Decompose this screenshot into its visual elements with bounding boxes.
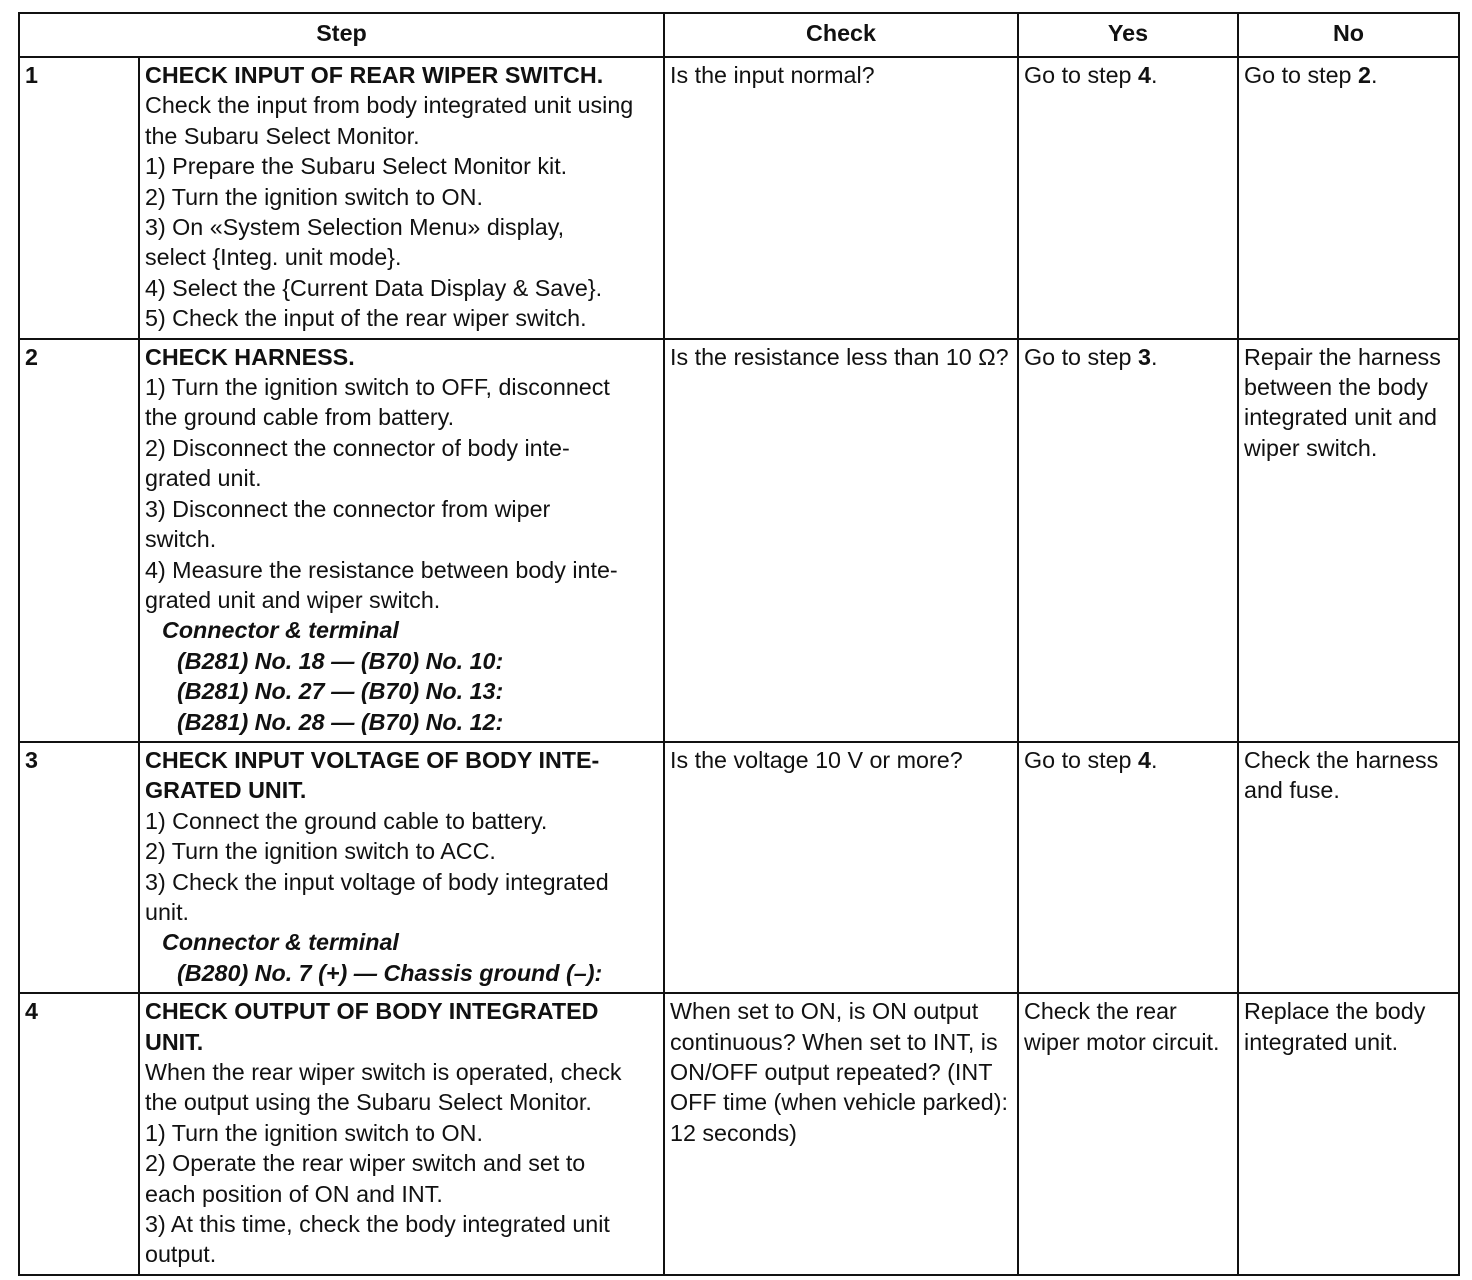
step-line: output. [145, 1241, 217, 1268]
step-line: 5) Check the input of the rear wiper switch. [145, 305, 587, 332]
step-line: 1) Turn the ignition switch to ON. [145, 1119, 483, 1146]
header-step: Step [19, 13, 664, 57]
step-line: 2) Operate the rear wiper switch and set to [145, 1150, 586, 1177]
step-line: select {Integ. unit mode}. [145, 244, 402, 271]
step-line: 3) Disconnect the connector from wiper [145, 495, 551, 522]
table-row [19, 742, 1459, 993]
no-step-number: 2 [1357, 62, 1371, 88]
no-prefix: Go to step [1244, 62, 1358, 88]
step-line: 3) At this time, check the body integrated unit [145, 1211, 610, 1238]
header-yes: Yes [1018, 13, 1238, 57]
step-description [139, 57, 664, 339]
step-description [139, 742, 664, 993]
step-title: CHECK HARNESS. [145, 343, 355, 370]
no-action: Repair the harness between the body integrated unit and wiper switch. [1238, 339, 1459, 742]
yes-suffix: . [1150, 343, 1158, 370]
table-row [19, 993, 1459, 1275]
check-question: Is the input normal? [664, 57, 1018, 339]
yes-suffix: . [1150, 62, 1158, 88]
connector-terminal: (B281) No. 28 — (B70) No. 12: [177, 708, 504, 735]
check-question: Is the resistance less than 10 Ω? [664, 339, 1018, 742]
yes-action [1018, 339, 1238, 742]
connector-label: Connector & terminal [162, 929, 399, 956]
step-line: switch. [145, 526, 217, 553]
step-line: the ground cable from battery. [145, 404, 455, 431]
table-row [19, 57, 1459, 339]
connector-terminal: (B280) No. 7 (+) — Chassis ground (–): [177, 959, 603, 986]
step-line: When the rear wiper switch is operated, check [145, 1059, 622, 1085]
header-no: No [1238, 13, 1459, 57]
yes-action [1018, 57, 1238, 339]
no-action [1238, 57, 1459, 339]
check-question: When set to ON, is ON output continuous? When set to INT, is ON/OFF output repeated? (INT OFF time (when vehicle parked): 12 seconds) [664, 993, 1018, 1275]
step-line: 3) Check the input voltage of body integrated [145, 868, 609, 895]
step-line: 1) Connect the ground cable to battery. [145, 807, 548, 834]
step-number: 4 [19, 993, 139, 1275]
header-check: Check [664, 13, 1018, 57]
yes-suffix: . [1150, 746, 1158, 773]
yes-prefix: Go to step [1024, 343, 1138, 370]
step-title: UNIT. [145, 1028, 204, 1055]
step-title: CHECK INPUT OF REAR WIPER SWITCH. [145, 62, 604, 88]
step-line: 3) On «System Selection Menu» display, [145, 214, 565, 241]
step-line: 1) Prepare the Subaru Select Monitor kit. [145, 153, 568, 180]
table-row [19, 339, 1459, 742]
step-title: CHECK OUTPUT OF BODY INTEGRATED [145, 998, 599, 1025]
connector-terminal: (B281) No. 18 — (B70) No. 10: [177, 647, 504, 674]
step-number: 1 [19, 57, 139, 339]
step-line: 2) Disconnect the connector of body inte- [145, 434, 570, 461]
step-line: Check the input from body integrated unit using [145, 92, 634, 119]
step-number: 3 [19, 742, 139, 993]
connector-label: Connector & terminal [162, 617, 399, 644]
step-line: 2) Turn the ignition switch to ON. [145, 183, 483, 210]
header-row [19, 13, 1459, 57]
step-description [139, 993, 664, 1275]
no-action: Replace the body integrated unit. [1238, 993, 1459, 1275]
step-line: unit. [145, 898, 190, 925]
step-title: CHECK INPUT VOLTAGE OF BODY INTE- [145, 746, 600, 773]
check-question: Is the voltage 10 V or more? [664, 742, 1018, 993]
step-line: 4) Select the {Current Data Display & Save}. [145, 274, 603, 301]
yes-action [1018, 742, 1238, 993]
diagnostic-table [18, 12, 1460, 1276]
step-title: GRATED UNIT. [145, 777, 307, 804]
no-action: Check the harness and fuse. [1238, 742, 1459, 993]
yes-step-number: 4 [1137, 746, 1151, 773]
step-line: 1) Turn the ignition switch to OFF, disconnect [145, 374, 610, 401]
step-line: 4) Measure the resistance between body inte- [145, 556, 618, 583]
step-line: grated unit and wiper switch. [145, 586, 441, 613]
step-line: the Subaru Select Monitor. [145, 122, 420, 149]
step-line: the output using the Subaru Select Monitor. [145, 1089, 592, 1116]
step-line: grated unit. [145, 465, 262, 492]
step-number: 2 [19, 339, 139, 742]
step-line: each position of ON and INT. [145, 1180, 443, 1207]
yes-prefix: Go to step [1024, 62, 1138, 88]
yes-action: Check the rear wiper motor circuit. [1018, 993, 1238, 1275]
yes-step-number: 3 [1137, 343, 1151, 370]
yes-prefix: Go to step [1024, 746, 1138, 773]
step-description [139, 339, 664, 742]
connector-terminal: (B281) No. 27 — (B70) No. 13: [177, 678, 504, 705]
no-suffix: . [1370, 62, 1378, 88]
yes-step-number: 4 [1137, 62, 1151, 88]
step-line: 2) Turn the ignition switch to ACC. [145, 838, 496, 865]
